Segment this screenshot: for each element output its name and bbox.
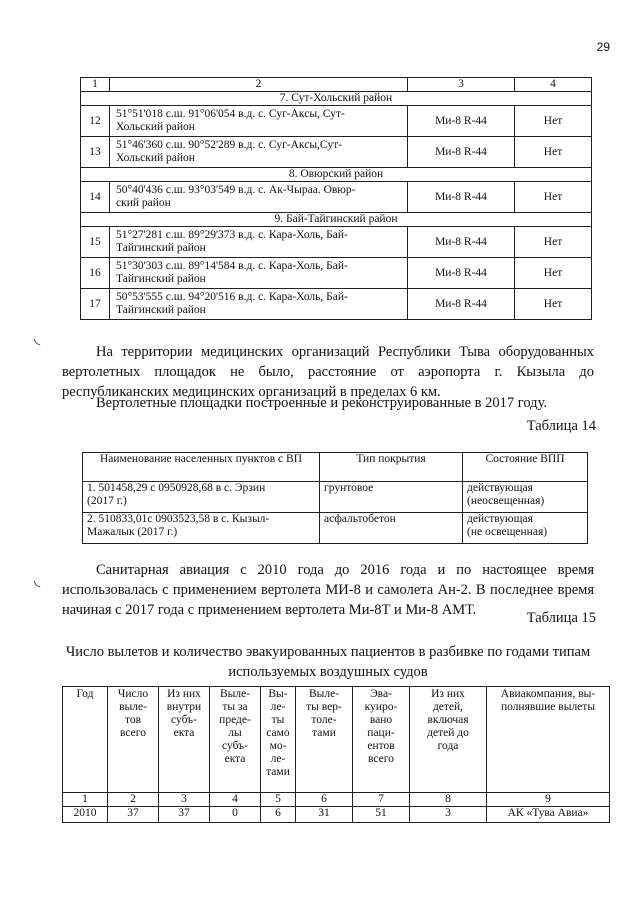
- header-cell: 2: [110, 78, 408, 92]
- header-cell: Авиакомпания, вы- полнявшие вылеты: [487, 687, 610, 793]
- column-number-row: [63, 793, 610, 807]
- location-cell: 50°40'436 с.ш. 93°03'549 в.д. с. Ак-Чыраа. Овюр- ский район: [110, 182, 408, 213]
- location-cell: 51°46'360 с.ш. 90°52'289 в.д. с. Суг-Аксы,Сут- Хольский район: [110, 137, 408, 168]
- table-14-caption: Таблица 14: [526, 418, 596, 434]
- district-name: 7. Сут-Хольский район: [81, 92, 592, 106]
- margin-mark: ◟: [34, 572, 41, 589]
- value-cell: 37: [108, 807, 159, 823]
- row-number: 13: [81, 137, 110, 168]
- helicopter-type: Ми-8 R-44: [408, 227, 515, 258]
- header-cell: 1: [81, 78, 110, 92]
- header-cell: Из них внутри субъ- екта: [159, 687, 210, 793]
- district-row: [81, 213, 592, 227]
- state-cell: действующая (не освещенная): [463, 513, 588, 544]
- value-cell: 6: [261, 807, 296, 823]
- location-cell: 51°30'303 с.ш. 89°14'584 в.д. с. Кара-Холь, Бай- Тайгинский район: [110, 258, 408, 289]
- margin-mark: ◟: [34, 330, 41, 347]
- header-cell: Тип покрытия: [320, 453, 463, 482]
- helicopter-type: Ми-8 R-44: [408, 258, 515, 289]
- header-cell: Выле- ты за преде- лы субъ- екта: [210, 687, 261, 793]
- location-cell: 51°51'018 с.ш. 91°06'054 в.д. с. Суг-Аксы, Сут- Хольский район: [110, 106, 408, 137]
- coating-cell: асфальтобетон: [320, 513, 463, 544]
- table-15-caption: Таблица 15: [526, 610, 596, 626]
- value-cell: 31: [296, 807, 353, 823]
- table-row: [83, 482, 588, 513]
- row-number: 14: [81, 182, 110, 213]
- table-row: [81, 106, 592, 137]
- table-header-row: [81, 78, 592, 92]
- value-cell: 37: [159, 807, 210, 823]
- value-cell: 51: [353, 807, 410, 823]
- availability: Нет: [515, 106, 592, 137]
- column-number: 8: [410, 793, 487, 807]
- column-number: 2: [108, 793, 159, 807]
- header-cell: Выле- ты вер- толе- тами: [296, 687, 353, 793]
- coating-cell: грунтовое: [320, 482, 463, 513]
- value-cell: 3: [410, 807, 487, 823]
- header-cell: Эва- куиро- вано паци- ентов всего: [353, 687, 410, 793]
- paragraph-helipads: На территории медицинских организаций Республики Тыва оборудованных вертолетных площадок не было, расстояние от аэропорта г. Кызыла до республиканских медицинских организаций в пределах 6 км.: [62, 344, 594, 400]
- column-number: 1: [63, 793, 108, 807]
- year-cell: 2010: [63, 807, 108, 823]
- helicopter-type: Ми-8 R-44: [408, 106, 515, 137]
- row-number: 12: [81, 106, 110, 137]
- value-cell: АК «Тува Авиа»: [487, 807, 610, 823]
- airfield-table: [80, 77, 592, 320]
- flights-table: [62, 686, 610, 823]
- district-row: [81, 168, 592, 182]
- header-cell: Число выле- тов всего: [108, 687, 159, 793]
- column-number: 5: [261, 793, 296, 807]
- availability: Нет: [515, 182, 592, 213]
- availability: Нет: [515, 289, 592, 320]
- settlement-cell: 1. 501458,29 с 0950928,68 в с. Эрзин (2017 г.): [83, 482, 320, 513]
- column-number: 6: [296, 793, 353, 807]
- table-header-row: [83, 453, 588, 482]
- helicopter-type: Ми-8 R-44: [408, 289, 515, 320]
- column-number: 9: [487, 793, 610, 807]
- helipads-2017-table: [82, 452, 588, 544]
- header-cell: Вы- ле- ты само мо- ле- тами: [261, 687, 296, 793]
- header-cell: 3: [408, 78, 515, 92]
- district-row: [81, 92, 592, 106]
- header-cell: 4: [515, 78, 592, 92]
- location-cell: 51°27'281 с.ш. 89°29'373 в.д. с. Кара-Холь, Бай- Тайгинский район: [110, 227, 408, 258]
- table-row: [81, 182, 592, 213]
- state-cell: действующая (неосвещенная): [463, 482, 588, 513]
- district-name: 8. Овюрский район: [81, 168, 592, 182]
- header-cell: Состояние ВПП: [463, 453, 588, 482]
- table-row: [63, 807, 610, 823]
- paragraph-built-helipads: Вертолетные площадки построенные и реконструированные в 2017 году.: [96, 395, 547, 411]
- table-row: [81, 258, 592, 289]
- column-number: 3: [159, 793, 210, 807]
- header-cell: Год: [63, 687, 108, 793]
- settlement-cell: 2. 510833,01с 0903523,58 в с. Кызыл- Мажалык (2017 г.): [83, 513, 320, 544]
- availability: Нет: [515, 258, 592, 289]
- row-number: 17: [81, 289, 110, 320]
- page-number: 29: [596, 40, 610, 54]
- table-row: [81, 289, 592, 320]
- district-name: 9. Бай-Тайгинский район: [81, 213, 592, 227]
- table-row: [81, 227, 592, 258]
- row-number: 16: [81, 258, 110, 289]
- table-row: [83, 513, 588, 544]
- header-cell: Из них детей, включая детей до года: [410, 687, 487, 793]
- helicopter-type: Ми-8 R-44: [408, 182, 515, 213]
- paragraph-sanitary-aviation: Санитарная авиация с 2010 года до 2016 года и по настоящее время использовалась с применением вертолета МИ-8 и самолета Ан-2. В последнее время начиная с 2017 года с применением вертолета Ми-8Т и Ми-8 АМТ.: [62, 562, 594, 618]
- column-number: 4: [210, 793, 261, 807]
- header-cell: Наименование населенных пунктов с ВП: [83, 453, 320, 482]
- column-number: 7: [353, 793, 410, 807]
- table-15-title: Число вылетов и количество эвакуированных пациентов в разбивке по годами типам используемых воздушных судов: [65, 644, 591, 680]
- table-header-row: [63, 687, 610, 793]
- availability: Нет: [515, 227, 592, 258]
- helicopter-type: Ми-8 R-44: [408, 137, 515, 168]
- availability: Нет: [515, 137, 592, 168]
- row-number: 15: [81, 227, 110, 258]
- location-cell: 50°53'555 с.ш. 94°20'516 в.д. с. Кара-Холь, Бай- Тайгинский район: [110, 289, 408, 320]
- table-row: [81, 137, 592, 168]
- value-cell: 0: [210, 807, 261, 823]
